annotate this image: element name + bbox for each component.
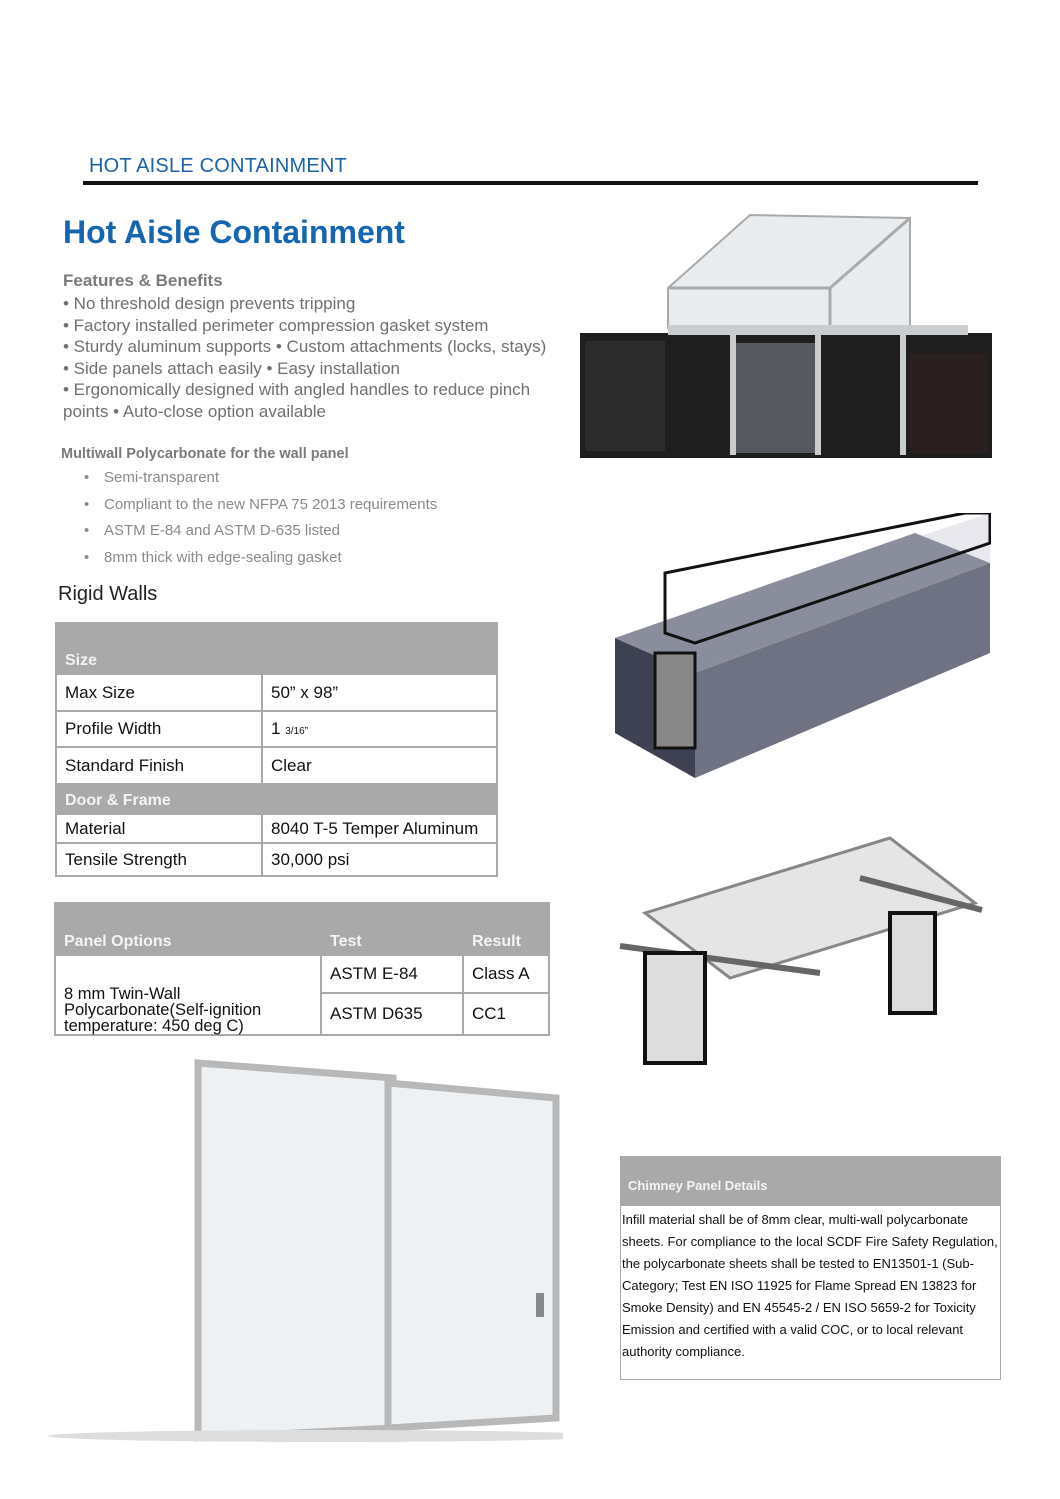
bullet: •	[84, 469, 90, 486]
cell: 8040 T-5 Temper Aluminum	[262, 814, 497, 843]
multiwall-list	[84, 469, 437, 575]
panel-options-table	[54, 902, 550, 1036]
chimney-body: Infill material shall be of 8mm clear, multi-wall polycarbonate sheets. For compliance to the local SCDF Fire Safety Regulation, the polycarbonate sheets shall be tested to EN13501-1 (Sub-Category; Test EN ISO 11925 for Flame Spread EN 13823 for Smoke Density) and EN 45545-2 / EN ISO 5659-2 for Toxicity Emission and certified with a valid COC, or to local relevant authority compliance.	[622, 1212, 998, 1359]
features-list	[63, 293, 583, 422]
rigid-walls-table	[55, 622, 498, 877]
cell	[262, 711, 497, 747]
feature-item: • No threshold design prevents tripping	[63, 294, 356, 313]
multiwall-item	[84, 496, 437, 523]
section-label: HOT AISLE CONTAINMENT	[89, 155, 347, 177]
cell: 30,000 psi	[262, 843, 497, 876]
aisle-containment-render	[595, 513, 991, 780]
bullet: •	[84, 522, 90, 539]
cell: Max Size	[56, 674, 262, 711]
cell: CC1	[463, 993, 549, 1035]
cell: ASTM D635	[321, 993, 463, 1035]
multiwall-item	[84, 469, 437, 496]
page-title: Hot Aisle Containment	[63, 214, 405, 250]
cell: ASTM E-84	[321, 955, 463, 993]
chimney-heading: Chimney Panel Details	[621, 1157, 1000, 1206]
chimney-product-image	[580, 213, 992, 458]
multiwall-item	[84, 522, 437, 549]
panel-option-cell: 8 mm Twin-Wall Polycarbonate(Self-ignition temperature: 450 deg C)	[55, 955, 321, 1035]
cell: Standard Finish	[56, 747, 262, 784]
frame-structure-render	[590, 828, 990, 1066]
fraction: 3/16”	[285, 726, 308, 737]
multiwall-heading: Multiwall Polycarbonate for the wall panel	[61, 446, 349, 462]
sliding-door-image	[28, 1058, 563, 1443]
item-text: Semi-transparent	[104, 469, 220, 486]
bullet: •	[84, 548, 90, 566]
col-header: Test	[321, 903, 463, 955]
item-text: ASTM E-84 and ASTM D-635 listed	[104, 522, 340, 539]
whole: 1	[271, 719, 281, 738]
door-frame-header: Door & Frame	[56, 784, 497, 814]
features-heading: Features & Benefits	[63, 271, 223, 290]
header-divider	[83, 181, 978, 185]
feature-item: • Side panels attach easily • Easy installation	[63, 358, 400, 378]
item-text: 8mm thick with edge-sealing gasket	[104, 548, 342, 566]
bullet: •	[84, 495, 90, 513]
cell: 50” x 98”	[262, 674, 497, 711]
col-header: Panel Options	[55, 903, 321, 955]
rigid-walls-heading: Rigid Walls	[58, 583, 158, 605]
cell: Class A	[463, 955, 549, 993]
cell: Material	[56, 814, 262, 843]
feature-item: • Sturdy aluminum supports • Custom attachments (locks, stays)	[63, 337, 547, 356]
chimney-panel-details	[620, 1156, 1001, 1380]
size-header: Size	[56, 623, 497, 674]
feature-item: • Factory installed perimeter compression gasket system	[63, 315, 489, 335]
cell: Clear	[262, 747, 497, 784]
cell: Profile Width	[56, 711, 262, 747]
item-text: Compliant to the new NFPA 75 2013 requirements	[104, 495, 438, 513]
feature-item: • Ergonomically designed with angled handles to reduce pinch points • Auto-close option available	[63, 380, 531, 421]
col-header: Result	[463, 903, 549, 955]
multiwall-item	[84, 549, 437, 576]
cell: Tensile Strength	[56, 843, 262, 876]
